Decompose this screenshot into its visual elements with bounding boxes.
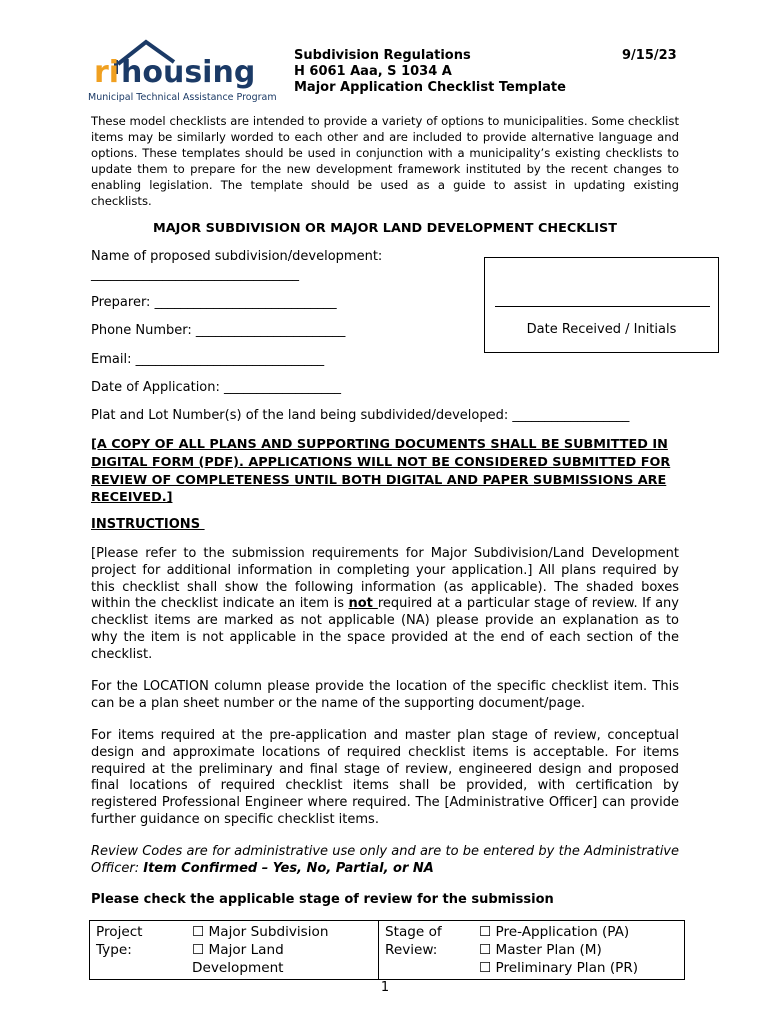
digital-submission-warning: [A COPY OF ALL PLANS AND SUPPORTING DOCUMENTS SHALL BE SUBMITTED IN DIGITAL FORM (PDF). APPLICATIONS WILL NOT BE CONSIDERED SUBMITTED FOR REVIEW OF COMPLETENESS UNTIL BOTH DIGITAL AND PAPER SUBMISSIONS ARE RECEIVED.] <box>91 437 671 506</box>
instructions-paragraph-2: For the LOCATION column please provide the location of the specific checklist item. This can be a plan sheet number or the name of the supporting document/page. <box>91 679 679 711</box>
instructions-paragraph-3: For items required at the pre-application and master plan stage of review, conceptual design and approximate locations of required checklist items is acceptable. For items required at the preliminary and final stage of review, engineered design and proposed final locations of required checklist items shall be provided, with certification by registered Professional Engineer where required. The [Administrative Officer] can provide further guidance on specific checklist items. <box>91 728 679 827</box>
date-of-application-field[interactable]: Date of Application: __________________ <box>91 380 342 395</box>
checkbox-preliminary-plan[interactable]: ☐ Preliminary Plan (PR) <box>479 960 639 976</box>
date-received-box[interactable] <box>484 257 719 353</box>
checkbox-master-plan[interactable]: ☐ Master Plan (M) <box>479 942 602 958</box>
header-line-2: H 6061 Aaa, S 1034 A <box>294 64 452 79</box>
instructions-p1-part-b: required at a particular stage of review. If any checklist items are marked as not applicable (NA) please provide an explanation as to why the item is not applicable in the space provided at the end of each section of the checklist. <box>91 596 679 662</box>
preparer-field[interactable]: Preparer: ____________________________ <box>91 295 337 310</box>
checkbox-major-land-development[interactable]: ☐ Major Land Development <box>192 942 284 976</box>
date-received-label: Date Received / Initials <box>526 322 677 337</box>
stage-options <box>473 921 685 980</box>
name-field-label: Name of proposed subdivision/development: <box>91 249 383 264</box>
phone-field[interactable]: Phone Number: _______________________ <box>91 323 346 338</box>
logo-subtitle: Municipal Technical Assistance Program <box>88 92 277 103</box>
name-field-line[interactable]: ________________________________ <box>91 267 299 282</box>
checkbox-major-subdivision[interactable]: ☐ Major Subdivision <box>192 924 329 940</box>
project-type-options <box>186 921 379 980</box>
review-codes-values: Item Confirmed – Yes, No, Partial, or NA <box>143 860 434 876</box>
date-received-line <box>495 306 710 307</box>
stage-table <box>89 920 685 980</box>
instructions-heading: INSTRUCTIONS <box>91 517 205 532</box>
instructions-not-emphasis: not <box>348 596 378 612</box>
project-type-label-text: Project Type: <box>96 924 143 958</box>
plat-lot-field[interactable]: Plat and Lot Number(s) of the land being subdivided/developed: __________________ <box>91 408 630 423</box>
svg-text:ri: ri <box>94 55 120 90</box>
instructions-p1-part-a: [Please refer to the submission requirements for Major Subdivision/Land Development project for additional information in completing your application.] All plans required by this checklist shall show the following information (as applicable). The shaded boxes within the checklist indicate an item is <box>91 546 679 612</box>
header-line-3: Major Application Checklist Template <box>294 80 566 95</box>
checklist-title: MAJOR SUBDIVISION OR MAJOR LAND DEVELOPMENT CHECKLIST <box>153 221 617 236</box>
page-number: 1 <box>380 980 390 995</box>
header-line-1: Subdivision Regulations <box>294 48 471 63</box>
header-date: 9/15/23 <box>622 48 677 63</box>
project-type-label <box>90 921 187 980</box>
checkbox-pre-application[interactable]: ☐ Pre-Application (PA) <box>479 924 630 940</box>
stage-of-review-label <box>379 921 474 980</box>
stage-of-review-label-text: Stage of Review: <box>385 924 442 958</box>
instructions-paragraph-1 <box>91 546 679 664</box>
review-codes-text: Review Codes are for administrative use only and are to be entered by the Administrative Officer: <box>91 844 679 876</box>
email-field[interactable]: Email: _____________________________ <box>91 352 325 367</box>
review-codes-paragraph <box>91 844 679 878</box>
svg-text:housing: housing <box>121 55 256 90</box>
intro-paragraph: These model checklists are intended to provide a variety of options to municipalities. Some checklist items may be similarly worded to each other and are included to provide alternative language and options. These templates should be used in conjunction with a municipality’s existing checklists to update them to prepare for the new development framework instituted by the recent changes to enabling legislation. The template should be used as a guide to assist in updating existing checklists. <box>91 114 679 209</box>
stage-heading: Please check the applicable stage of review for the submission <box>91 892 554 907</box>
